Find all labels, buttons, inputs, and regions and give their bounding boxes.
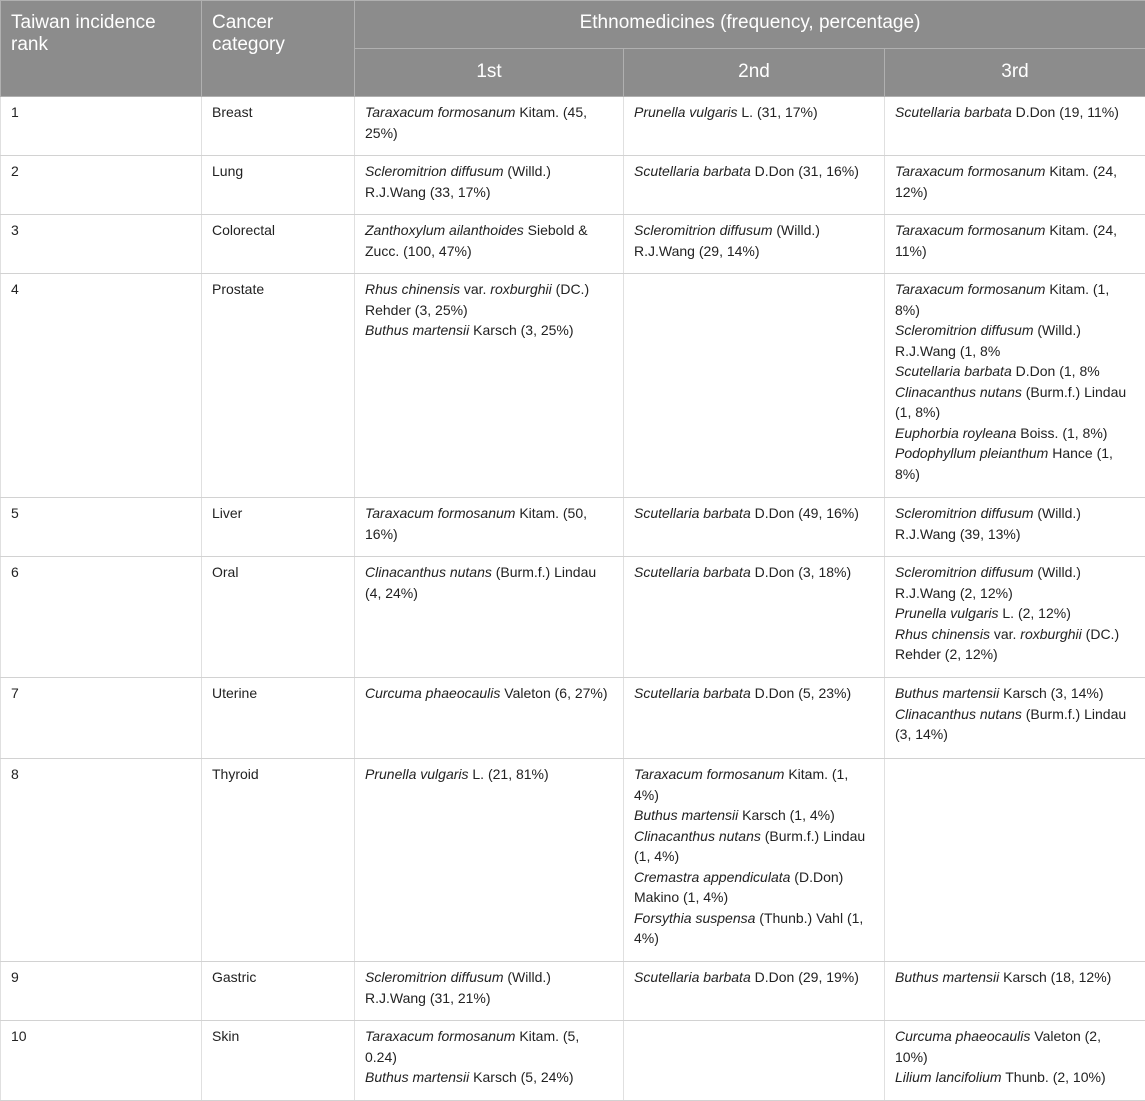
medicine-details: Hance (1, 8%) (895, 445, 1113, 482)
medicine-details: (DC.) Rehder (2, 12%) (895, 625, 1120, 662)
cell-first (355, 962, 624, 1021)
header-second: 2nd (624, 49, 885, 97)
header-ethnomedicines: Ethnomedicines (frequency, percentage) (355, 1, 1145, 49)
species-name: Scutellaria barbata (634, 505, 751, 521)
cell-rank: 1 (1, 97, 202, 156)
medicine-details: var. (459, 281, 491, 297)
cell-rank: 7 (1, 678, 202, 759)
medicine-entry (634, 220, 874, 261)
medicine-details: D.Don (31, 16%) (750, 163, 859, 179)
table-row (1, 97, 1145, 156)
header-first: 1st (355, 49, 624, 97)
species-name: Taraxacum formosanum (365, 1028, 516, 1044)
cell-category: Prostate (202, 274, 355, 498)
species-name: roxburghii (1020, 625, 1082, 642)
medicine-entry (634, 161, 874, 182)
species-name: Clinacanthus nutans (895, 705, 1022, 722)
medicine-entry (895, 423, 1135, 444)
cell-first (355, 215, 624, 274)
header-third: 3rd (885, 49, 1145, 97)
medicine-entry (895, 1067, 1135, 1088)
medicine-entry (634, 764, 874, 805)
species-name: Scleromitrion diffusum (365, 163, 504, 179)
species-name: Clinacanthus nutans (895, 383, 1022, 400)
species-name: Podophyllum pleianthum (895, 445, 1049, 461)
cell-third (885, 274, 1145, 498)
species-name: Euphorbia royleana (895, 424, 1017, 441)
species-name: Buthus martensii (895, 685, 1000, 701)
medicine-details: (Burm.f.) Lindau (1, 8%) (895, 383, 1127, 420)
medicine-entry (895, 361, 1135, 382)
species-name: Zanthoxylum ailanthoides (365, 222, 524, 238)
medicine-entry (634, 683, 874, 704)
species-name: Scleromitrion diffusum (895, 322, 1034, 338)
species-name: Cremastra appendiculata (634, 868, 791, 885)
medicine-entry (895, 704, 1135, 745)
species-name: Buthus martensii (895, 969, 1000, 985)
table-row (1, 759, 1145, 962)
medicine-details: (Burm.f.) Lindau (3, 14%) (895, 705, 1127, 742)
cell-first (355, 759, 624, 962)
table-row (1, 557, 1145, 678)
medicine-details: Valeton (6, 27%) (500, 685, 608, 701)
species-name: Scleromitrion diffusum (895, 505, 1034, 521)
species-name: Taraxacum formosanum (365, 505, 516, 521)
medicine-entry (895, 161, 1135, 202)
medicine-entry (895, 382, 1135, 423)
medicine-details: Karsch (1, 4%) (738, 807, 835, 823)
medicine-details: D.Don (1, 8% (1011, 363, 1100, 379)
medicine-details: var. (989, 625, 1021, 642)
medicine-details: (Burm.f.) Lindau (1, 4%) (634, 827, 866, 864)
medicine-entry (365, 1026, 613, 1067)
cell-third (885, 215, 1145, 274)
table-row (1, 962, 1145, 1021)
medicine-entry (365, 683, 613, 704)
medicine-details: Kitam. (5, 0.24) (365, 1028, 580, 1065)
species-name: Buthus martensii (365, 322, 470, 338)
species-name: Taraxacum formosanum (895, 222, 1046, 238)
medicine-entry (634, 102, 874, 123)
cell-rank: 2 (1, 156, 202, 215)
table-row (1, 274, 1145, 498)
medicine-details: (Thunb.) Vahl (1, 4%) (634, 909, 864, 946)
medicine-entry (365, 562, 613, 603)
cell-category: Liver (202, 498, 355, 557)
species-name: Lilium lancifolium (895, 1069, 1002, 1085)
medicine-entry (895, 603, 1135, 624)
cell-second (624, 557, 885, 678)
cell-second (624, 274, 885, 498)
table-row (1, 156, 1145, 215)
medicine-entry (895, 1026, 1135, 1067)
medicine-entry (895, 102, 1135, 123)
cell-third (885, 498, 1145, 557)
species-name: Taraxacum formosanum (634, 766, 785, 782)
cell-rank: 5 (1, 498, 202, 557)
species-name: Clinacanthus nutans (365, 564, 492, 580)
species-name: Scutellaria barbata (634, 163, 751, 179)
cell-rank: 9 (1, 962, 202, 1021)
species-name: Taraxacum formosanum (895, 163, 1046, 179)
species-name: Curcuma phaeocaulis (895, 1028, 1031, 1044)
species-name: Scutellaria barbata (634, 685, 751, 701)
cell-category: Gastric (202, 962, 355, 1021)
cell-first (355, 557, 624, 678)
medicine-entry (895, 443, 1135, 484)
table-header (1, 1, 1145, 97)
cell-second (624, 498, 885, 557)
medicine-entry (895, 279, 1135, 320)
cell-rank: 3 (1, 215, 202, 274)
medicine-details: (Willd.) R.J.Wang (31, 21%) (365, 969, 551, 1006)
medicine-entry (365, 967, 613, 1008)
medicine-entry (634, 805, 874, 826)
cell-second (624, 759, 885, 962)
medicine-entry (895, 320, 1135, 361)
cell-third (885, 678, 1145, 759)
medicine-entry (365, 764, 613, 785)
medicine-details: Karsch (3, 25%) (469, 322, 574, 338)
medicine-details: D.Don (3, 18%) (750, 564, 852, 580)
cell-rank: 6 (1, 557, 202, 678)
medicine-details: L. (21, 81%) (468, 766, 549, 782)
cell-category: Colorectal (202, 215, 355, 274)
cell-second (624, 1021, 885, 1101)
cell-second (624, 962, 885, 1021)
medicine-details: D.Don (49, 16%) (750, 505, 859, 521)
medicine-details: D.Don (29, 19%) (750, 969, 859, 985)
cell-third (885, 1021, 1145, 1101)
species-name: Buthus martensii (634, 807, 739, 823)
species-name: Buthus martensii (365, 1069, 470, 1085)
medicine-details: D.Don (19, 11%) (1011, 104, 1119, 120)
medicine-entry (365, 320, 613, 341)
cell-category: Uterine (202, 678, 355, 759)
cell-first (355, 498, 624, 557)
table-body (1, 97, 1145, 1101)
medicine-details: Karsch (18, 12%) (999, 969, 1112, 985)
species-name: Prunella vulgaris (365, 766, 469, 782)
medicine-details: Kitam. (45, 25%) (365, 104, 588, 141)
species-name: Taraxacum formosanum (895, 281, 1046, 297)
medicine-entry (365, 279, 613, 320)
medicine-entry (634, 967, 874, 988)
medicine-details: Kitam. (50, 16%) (365, 505, 588, 542)
species-name: Prunella vulgaris (895, 605, 999, 621)
medicine-details: Siebold & Zucc. (100, 47%) (365, 222, 588, 259)
medicine-entry (634, 867, 874, 908)
medicine-details: Boiss. (1, 8%) (1016, 424, 1108, 441)
medicine-entry (365, 220, 613, 261)
medicine-details: Kitam. (24, 11%) (895, 222, 1118, 259)
cell-first (355, 678, 624, 759)
cell-third (885, 557, 1145, 678)
medicine-details: (D.Don) Makino (1, 4%) (634, 868, 844, 905)
medicine-entry (365, 1067, 613, 1088)
cell-category: Oral (202, 557, 355, 678)
medicine-details: (Willd.) R.J.Wang (39, 13%) (895, 505, 1081, 542)
table-row (1, 678, 1145, 759)
species-name: Scleromitrion diffusum (895, 564, 1034, 580)
species-name: Taraxacum formosanum (365, 104, 516, 120)
medicine-details: L. (31, 17%) (737, 104, 818, 120)
cell-category: Thyroid (202, 759, 355, 962)
cell-rank: 10 (1, 1021, 202, 1101)
medicine-entry (634, 562, 874, 583)
cell-first (355, 156, 624, 215)
species-name: Rhus chinensis (365, 281, 460, 297)
medicine-details: Kitam. (1, 8%) (895, 281, 1110, 318)
medicine-details: Karsch (5, 24%) (469, 1069, 574, 1085)
cell-first (355, 1021, 624, 1101)
medicine-details: (Willd.) R.J.Wang (33, 17%) (365, 163, 551, 200)
cell-first (355, 274, 624, 498)
medicine-details: (Willd.) R.J.Wang (1, 8% (895, 322, 1081, 359)
medicine-entry (895, 967, 1135, 988)
species-name: roxburghii (490, 281, 552, 297)
species-name: Scutellaria barbata (634, 564, 751, 580)
species-name: Prunella vulgaris (634, 104, 738, 120)
species-name: Scutellaria barbata (895, 104, 1012, 120)
medicine-entry (895, 683, 1135, 704)
medicine-details: (Burm.f.) Lindau (4, 24%) (365, 564, 597, 601)
cell-third (885, 962, 1145, 1021)
species-name: Forsythia suspensa (634, 909, 756, 926)
cell-category: Skin (202, 1021, 355, 1101)
cell-third (885, 156, 1145, 215)
cell-second (624, 215, 885, 274)
medicine-entry (895, 503, 1135, 544)
medicine-details: D.Don (5, 23%) (750, 685, 852, 701)
medicine-details: Kitam. (1, 4%) (634, 766, 849, 803)
medicine-entry (895, 562, 1135, 603)
medicine-entry (634, 826, 874, 867)
cell-first (355, 97, 624, 156)
table-row (1, 498, 1145, 557)
medicine-entry (365, 503, 613, 544)
cell-third (885, 97, 1145, 156)
cell-category: Lung (202, 156, 355, 215)
species-name: Rhus chinensis (895, 625, 990, 642)
species-name: Clinacanthus nutans (634, 827, 761, 844)
medicine-entry (365, 161, 613, 202)
medicine-entry (634, 908, 874, 949)
medicine-entry (895, 220, 1135, 261)
table-row (1, 1021, 1145, 1101)
cell-second (624, 678, 885, 759)
cell-second (624, 156, 885, 215)
species-name: Scutellaria barbata (634, 969, 751, 985)
species-name: Scleromitrion diffusum (634, 222, 773, 238)
species-name: Scutellaria barbata (895, 363, 1012, 379)
cell-category: Breast (202, 97, 355, 156)
species-name: Curcuma phaeocaulis (365, 685, 501, 701)
cell-rank: 4 (1, 274, 202, 498)
medicine-details: Kitam. (24, 12%) (895, 163, 1118, 200)
medicine-details: (Willd.) R.J.Wang (29, 14%) (634, 222, 820, 259)
cell-third (885, 759, 1145, 962)
table-row (1, 215, 1145, 274)
header-category: Cancer category (202, 1, 355, 97)
cell-rank: 8 (1, 759, 202, 962)
medicine-details: (DC.) Rehder (3, 25%) (365, 281, 590, 318)
medicine-details: (Willd.) R.J.Wang (2, 12%) (895, 564, 1081, 601)
cell-second (624, 97, 885, 156)
medicine-entry (634, 503, 874, 524)
medicine-entry (365, 102, 613, 143)
medicine-details: Karsch (3, 14%) (999, 685, 1104, 701)
medicine-details: Valeton (2, 10%) (895, 1028, 1101, 1065)
medicine-details: Thunb. (2, 10%) (1001, 1069, 1106, 1085)
header-rank: Taiwan incidence rank (1, 1, 202, 97)
medicine-entry (895, 624, 1135, 665)
medicine-details: L. (2, 12%) (998, 605, 1071, 621)
species-name: Scleromitrion diffusum (365, 969, 504, 985)
